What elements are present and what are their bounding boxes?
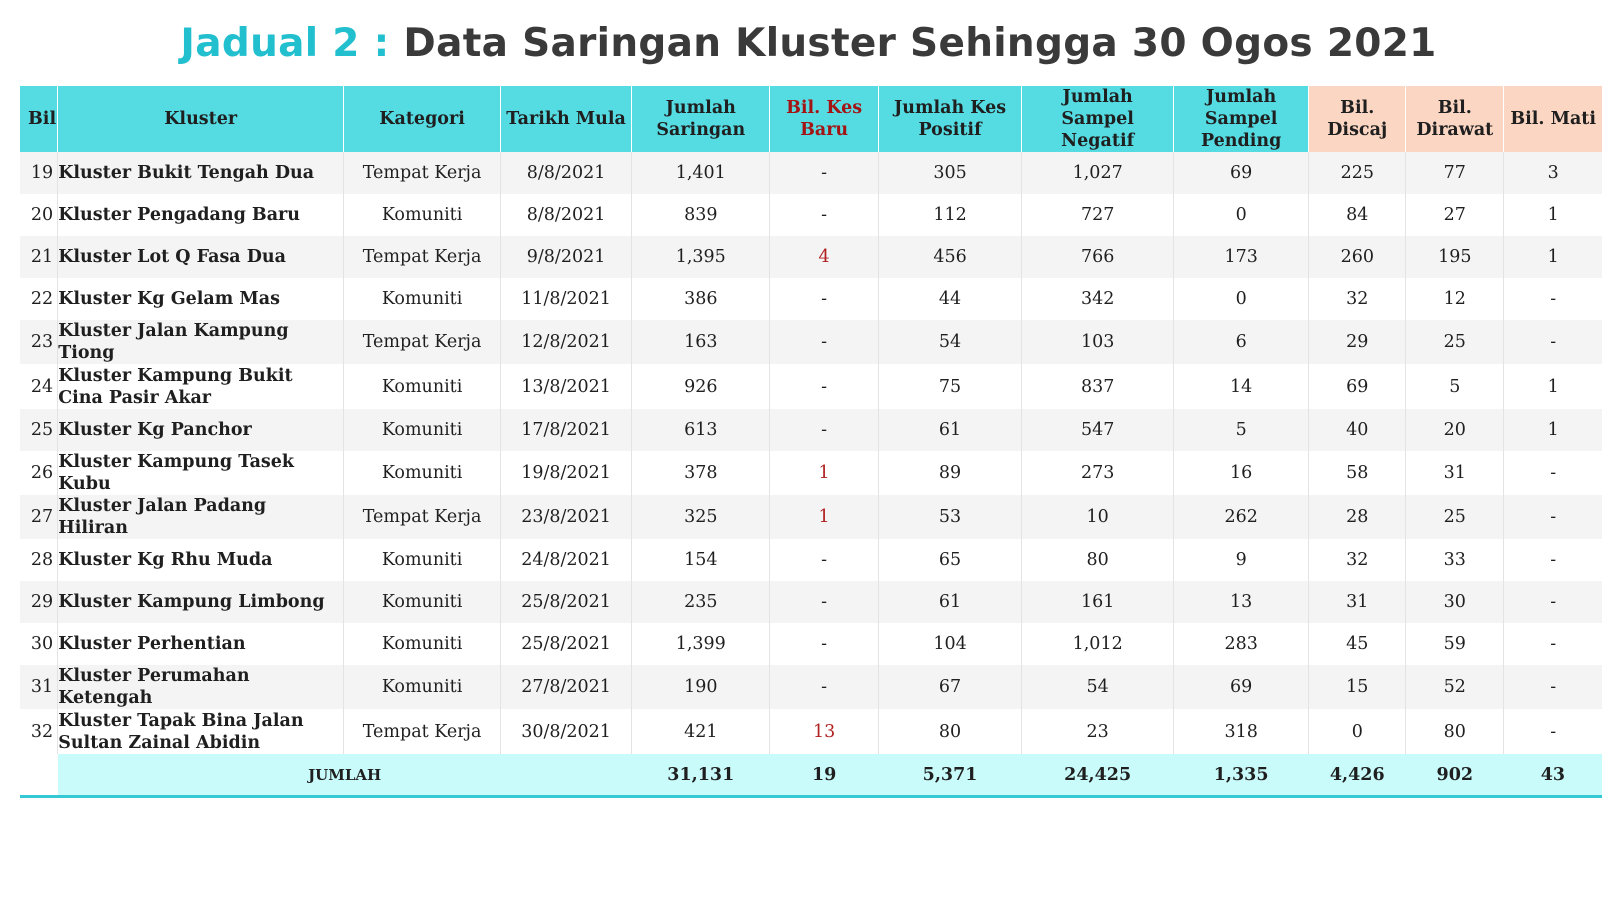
total-row	[20, 754, 1603, 797]
cell-kategori: Tempat Kerja	[344, 495, 501, 539]
cell-kluster: Kluster Kampung Bukit Cina Pasir Akar	[58, 364, 344, 409]
cell-kluster: Kluster Tapak Bina Jalan Sultan Zainal Abidin	[58, 709, 344, 754]
cell-kluster: Kluster Bukit Tengah Dua	[58, 152, 344, 194]
cell-tarikh-mula: 8/8/2021	[501, 152, 632, 194]
cell-jumlah-sampel-negatif: 1,027	[1022, 152, 1174, 194]
cell-jumlah-kes-positif: 80	[878, 709, 1021, 754]
cell-jumlah-sampel-pending: 173	[1174, 236, 1309, 278]
cell-bil-kes-baru: 4	[770, 236, 878, 278]
total-jumlah-saringan: 31,131	[632, 754, 770, 797]
cell-jumlah-saringan: 613	[632, 409, 770, 451]
cell-bil-dirawat: 12	[1406, 278, 1504, 320]
cell-kluster: Kluster Perumahan Ketengah	[58, 665, 344, 709]
cell-jumlah-saringan: 378	[632, 451, 770, 495]
header-row	[20, 86, 1603, 152]
table-row	[20, 451, 1603, 495]
cell-bil-discaj: 58	[1309, 451, 1406, 495]
title-main: Data Saringan Kluster Sehingga 30 Ogos 2021	[403, 21, 1437, 66]
cell-bil-mati: -	[1504, 320, 1602, 364]
header-kluster: Kluster	[58, 86, 344, 152]
total-bil-kes-baru: 19	[770, 754, 878, 797]
cell-bil-kes-baru: -	[770, 409, 878, 451]
cell-bil-kes-baru: -	[770, 152, 878, 194]
cell-jumlah-kes-positif: 89	[878, 451, 1021, 495]
cell-tarikh-mula: 27/8/2021	[501, 665, 632, 709]
cell-jumlah-sampel-negatif: 727	[1022, 194, 1174, 236]
cell-jumlah-kes-positif: 67	[878, 665, 1021, 709]
total-bil-discaj: 4,426	[1309, 754, 1406, 797]
cell-bil-dirawat: 27	[1406, 194, 1504, 236]
cell-jumlah-sampel-pending: 14	[1174, 364, 1309, 409]
cell-jumlah-sampel-pending: 13	[1174, 581, 1309, 623]
cell-bil-mati: -	[1504, 709, 1602, 754]
cell-jumlah-sampel-pending: 0	[1174, 194, 1309, 236]
total-bil-mati: 43	[1504, 754, 1602, 797]
cell-bil: 23	[20, 320, 58, 364]
cell-jumlah-kes-positif: 61	[878, 409, 1021, 451]
cell-bil-discaj: 40	[1309, 409, 1406, 451]
table-row	[20, 236, 1603, 278]
cell-bil-discaj: 45	[1309, 623, 1406, 665]
cell-jumlah-saringan: 154	[632, 539, 770, 581]
table-row	[20, 665, 1603, 709]
cell-jumlah-kes-positif: 44	[878, 278, 1021, 320]
cell-jumlah-sampel-pending: 262	[1174, 495, 1309, 539]
cell-jumlah-saringan: 325	[632, 495, 770, 539]
cell-kategori: Tempat Kerja	[344, 152, 501, 194]
cell-kategori: Komuniti	[344, 364, 501, 409]
cell-bil-dirawat: 195	[1406, 236, 1504, 278]
cell-jumlah-sampel-negatif: 1,012	[1022, 623, 1174, 665]
cell-jumlah-kes-positif: 75	[878, 364, 1021, 409]
cell-bil-dirawat: 25	[1406, 320, 1504, 364]
cell-bil-kes-baru: -	[770, 581, 878, 623]
cell-bil: 31	[20, 665, 58, 709]
cell-jumlah-sampel-negatif: 54	[1022, 665, 1174, 709]
cell-jumlah-sampel-negatif: 80	[1022, 539, 1174, 581]
cell-jumlah-kes-positif: 112	[878, 194, 1021, 236]
cell-bil-discaj: 31	[1309, 581, 1406, 623]
cell-jumlah-sampel-pending: 6	[1174, 320, 1309, 364]
table-row	[20, 409, 1603, 451]
cell-kluster: Kluster Kg Panchor	[58, 409, 344, 451]
cell-kategori: Tempat Kerja	[344, 709, 501, 754]
cell-bil-dirawat: 52	[1406, 665, 1504, 709]
cell-jumlah-sampel-pending: 16	[1174, 451, 1309, 495]
cell-jumlah-saringan: 421	[632, 709, 770, 754]
cell-jumlah-sampel-negatif: 23	[1022, 709, 1174, 754]
cluster-table	[19, 86, 1602, 798]
header-bil: Bil	[20, 86, 58, 152]
cell-bil-kes-baru: -	[770, 320, 878, 364]
cell-kategori: Komuniti	[344, 409, 501, 451]
cell-bil-mati: -	[1504, 665, 1602, 709]
total-jumlah-sampel-pending: 1,335	[1174, 754, 1309, 797]
header-kategori: Kategori	[344, 86, 501, 152]
cell-bil-discaj: 0	[1309, 709, 1406, 754]
cell-jumlah-saringan: 163	[632, 320, 770, 364]
cell-jumlah-sampel-pending: 318	[1174, 709, 1309, 754]
cell-jumlah-sampel-negatif: 273	[1022, 451, 1174, 495]
cell-bil-kes-baru: -	[770, 623, 878, 665]
cell-jumlah-saringan: 1,395	[632, 236, 770, 278]
cell-jumlah-sampel-pending: 283	[1174, 623, 1309, 665]
cell-bil-kes-baru: -	[770, 364, 878, 409]
cell-bil-dirawat: 80	[1406, 709, 1504, 754]
header-jumlah-saringan: Jumlah Saringan	[632, 86, 770, 152]
cell-jumlah-sampel-pending: 9	[1174, 539, 1309, 581]
header-bil-discaj: Bil. Discaj	[1309, 86, 1406, 152]
cell-bil-discaj: 29	[1309, 320, 1406, 364]
cell-tarikh-mula: 17/8/2021	[501, 409, 632, 451]
cell-bil-discaj: 15	[1309, 665, 1406, 709]
cell-bil-kes-baru: 13	[770, 709, 878, 754]
cell-bil-kes-baru: -	[770, 539, 878, 581]
cell-bil: 32	[20, 709, 58, 754]
cell-jumlah-sampel-pending: 0	[1174, 278, 1309, 320]
cell-bil-kes-baru: -	[770, 194, 878, 236]
cell-jumlah-sampel-negatif: 547	[1022, 409, 1174, 451]
cell-jumlah-sampel-negatif: 10	[1022, 495, 1174, 539]
cell-kluster: Kluster Jalan Kampung Tiong	[58, 320, 344, 364]
cell-tarikh-mula: 24/8/2021	[501, 539, 632, 581]
cell-bil-dirawat: 25	[1406, 495, 1504, 539]
table-row	[20, 320, 1603, 364]
cell-bil-mati: 1	[1504, 409, 1602, 451]
header-jumlah-kes-positif: Jumlah Kes Positif	[878, 86, 1021, 152]
cell-bil-mati: -	[1504, 539, 1602, 581]
cell-jumlah-saringan: 235	[632, 581, 770, 623]
cell-bil: 21	[20, 236, 58, 278]
cell-jumlah-sampel-negatif: 342	[1022, 278, 1174, 320]
cell-jumlah-saringan: 190	[632, 665, 770, 709]
cell-bil: 27	[20, 495, 58, 539]
cell-bil-mati: -	[1504, 581, 1602, 623]
cell-bil: 22	[20, 278, 58, 320]
cell-bil-discaj: 225	[1309, 152, 1406, 194]
cell-kluster: Kluster Kampung Limbong	[58, 581, 344, 623]
cell-bil-kes-baru: -	[770, 665, 878, 709]
cell-bil-discaj: 84	[1309, 194, 1406, 236]
header-jumlah-sampel-negatif: Jumlah Sampel Negatif	[1022, 86, 1174, 152]
cell-jumlah-sampel-negatif: 103	[1022, 320, 1174, 364]
table-row	[20, 709, 1603, 754]
cell-kategori: Komuniti	[344, 278, 501, 320]
cell-bil-mati: -	[1504, 495, 1602, 539]
cell-jumlah-sampel-pending: 5	[1174, 409, 1309, 451]
total-jumlah-kes-positif: 5,371	[878, 754, 1021, 797]
cell-kategori: Komuniti	[344, 194, 501, 236]
cell-bil-dirawat: 77	[1406, 152, 1504, 194]
cell-tarikh-mula: 25/8/2021	[501, 623, 632, 665]
cell-kluster: Kluster Kg Rhu Muda	[58, 539, 344, 581]
header-bil-dirawat: Bil. Dirawat	[1406, 86, 1504, 152]
cell-bil-discaj: 28	[1309, 495, 1406, 539]
cell-bil-mati: -	[1504, 278, 1602, 320]
cell-kategori: Komuniti	[344, 539, 501, 581]
cell-tarikh-mula: 30/8/2021	[501, 709, 632, 754]
cell-bil-dirawat: 20	[1406, 409, 1504, 451]
total-label: JUMLAH	[58, 754, 632, 797]
table-row	[20, 623, 1603, 665]
cell-tarikh-mula: 13/8/2021	[501, 364, 632, 409]
cell-tarikh-mula: 19/8/2021	[501, 451, 632, 495]
total-jumlah-sampel-negatif: 24,425	[1022, 754, 1174, 797]
cell-kluster: Kluster Pengadang Baru	[58, 194, 344, 236]
cell-jumlah-saringan: 1,399	[632, 623, 770, 665]
header-bil-kes-baru: Bil. Kes Baru	[770, 86, 878, 152]
cell-tarikh-mula: 12/8/2021	[501, 320, 632, 364]
table-row	[20, 539, 1603, 581]
cell-bil-discaj: 260	[1309, 236, 1406, 278]
cell-bil-kes-baru: 1	[770, 451, 878, 495]
table-row	[20, 278, 1603, 320]
cell-bil-dirawat: 33	[1406, 539, 1504, 581]
cell-bil-mati: 1	[1504, 236, 1602, 278]
cell-jumlah-kes-positif: 53	[878, 495, 1021, 539]
cell-tarikh-mula: 11/8/2021	[501, 278, 632, 320]
cell-bil-kes-baru: 1	[770, 495, 878, 539]
cell-bil: 20	[20, 194, 58, 236]
cell-bil-mati: -	[1504, 451, 1602, 495]
cell-kluster: Kluster Kg Gelam Mas	[58, 278, 344, 320]
cell-jumlah-saringan: 926	[632, 364, 770, 409]
header-bil-mati: Bil. Mati	[1504, 86, 1602, 152]
header-tarikh-mula: Tarikh Mula	[501, 86, 632, 152]
header-jumlah-sampel-pending: Jumlah Sampel Pending	[1174, 86, 1309, 152]
cell-jumlah-sampel-negatif: 161	[1022, 581, 1174, 623]
cell-kategori: Komuniti	[344, 623, 501, 665]
cell-jumlah-kes-positif: 305	[878, 152, 1021, 194]
cell-jumlah-kes-positif: 54	[878, 320, 1021, 364]
cell-bil-mati: -	[1504, 623, 1602, 665]
cell-bil: 24	[20, 364, 58, 409]
cell-bil-discaj: 32	[1309, 278, 1406, 320]
cell-kluster: Kluster Lot Q Fasa Dua	[58, 236, 344, 278]
cell-kluster: Kluster Kampung Tasek Kubu	[58, 451, 344, 495]
table-body	[20, 152, 1603, 754]
cell-bil: 29	[20, 581, 58, 623]
cell-jumlah-sampel-pending: 69	[1174, 152, 1309, 194]
cell-jumlah-kes-positif: 65	[878, 539, 1021, 581]
cell-kategori: Komuniti	[344, 451, 501, 495]
cell-kluster: Kluster Perhentian	[58, 623, 344, 665]
cell-jumlah-saringan: 1,401	[632, 152, 770, 194]
cell-jumlah-kes-positif: 456	[878, 236, 1021, 278]
cell-tarikh-mula: 8/8/2021	[501, 194, 632, 236]
cell-jumlah-kes-positif: 61	[878, 581, 1021, 623]
cell-kategori: Tempat Kerja	[344, 236, 501, 278]
table-row	[20, 495, 1603, 539]
table-row	[20, 581, 1603, 623]
cell-bil-kes-baru: -	[770, 278, 878, 320]
cell-bil: 30	[20, 623, 58, 665]
cell-bil: 19	[20, 152, 58, 194]
cell-bil: 26	[20, 451, 58, 495]
cell-kategori: Tempat Kerja	[344, 320, 501, 364]
cell-bil: 28	[20, 539, 58, 581]
cell-tarikh-mula: 9/8/2021	[501, 236, 632, 278]
cell-jumlah-saringan: 386	[632, 278, 770, 320]
cell-bil-dirawat: 30	[1406, 581, 1504, 623]
cell-bil-discaj: 69	[1309, 364, 1406, 409]
cell-bil-dirawat: 59	[1406, 623, 1504, 665]
cell-kategori: Komuniti	[344, 665, 501, 709]
cell-bil-mati: 1	[1504, 194, 1602, 236]
cell-bil: 25	[20, 409, 58, 451]
cell-kategori: Komuniti	[344, 581, 501, 623]
table-row	[20, 194, 1603, 236]
cell-jumlah-sampel-pending: 69	[1174, 665, 1309, 709]
cell-bil-discaj: 32	[1309, 539, 1406, 581]
cell-jumlah-kes-positif: 104	[878, 623, 1021, 665]
title-prefix: Jadual 2 :	[180, 21, 390, 66]
total-blank-cell	[20, 754, 58, 797]
cell-bil-dirawat: 5	[1406, 364, 1504, 409]
cell-jumlah-sampel-negatif: 837	[1022, 364, 1174, 409]
table-row	[20, 364, 1603, 409]
cell-jumlah-sampel-negatif: 766	[1022, 236, 1174, 278]
cell-jumlah-saringan: 839	[632, 194, 770, 236]
cell-bil-mati: 1	[1504, 364, 1602, 409]
total-bil-dirawat: 902	[1406, 754, 1504, 797]
cell-tarikh-mula: 25/8/2021	[501, 581, 632, 623]
cell-bil-dirawat: 31	[1406, 451, 1504, 495]
cell-bil-mati: 3	[1504, 152, 1602, 194]
table-row	[20, 152, 1603, 194]
cell-tarikh-mula: 23/8/2021	[501, 495, 632, 539]
cell-kluster: Kluster Jalan Padang Hiliran	[58, 495, 344, 539]
page-title	[0, 18, 1617, 70]
